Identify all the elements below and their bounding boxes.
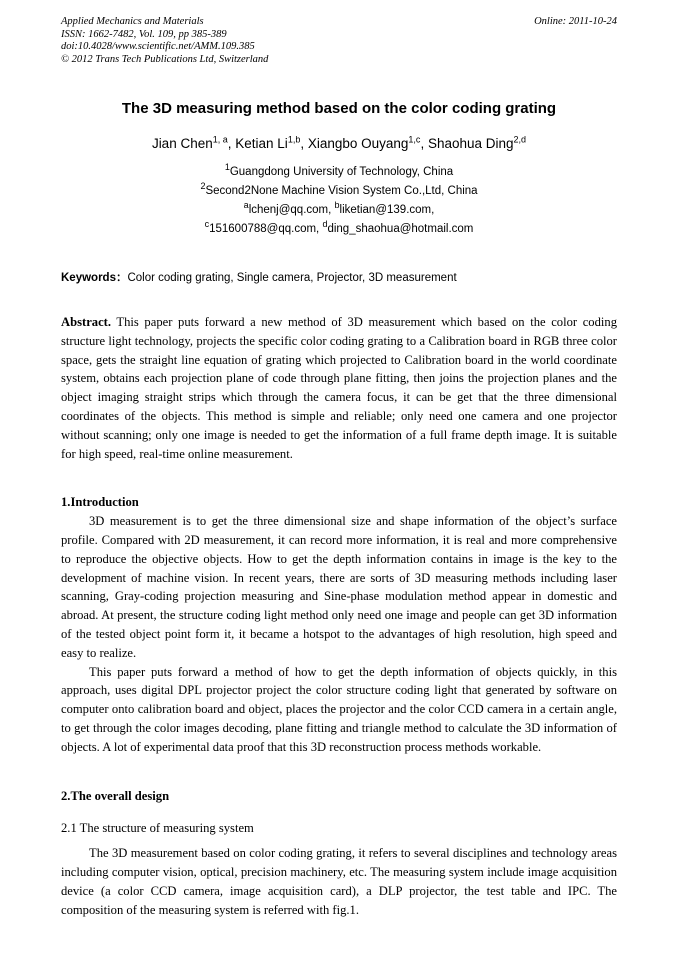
email-text: liketian@139.com, [339,204,435,216]
email-text: 151600788@qq.com, [209,223,323,235]
affiliation-line [61,182,617,201]
overall-design-paragraph-1: The 3D measurement based on color coding grating, it refers to several disciplines and technology areas including computer vision, optical, precision machinery, etc. The measuring system include image acquisition device (a color CCD camera, image acquisition card), a DLP projector, the test table and IPC. The composition of the measuring system is referred with fig.1. [61,846,617,917]
email-line [61,220,617,239]
section-heading-introduction: 1.Introduction [61,495,139,510]
author-superscript: 1,b [287,134,301,145]
author-superscript: 1, a [212,134,228,145]
email-superscript: d [322,219,328,230]
doi-line: doi:10.4028/www.scientific.net/AMM.109.385 [61,41,255,52]
online-date: Online: 2011-10-24 [534,16,617,27]
abstract-text: This paper puts forward a new method of 3D measurement which based on the color coding structure light technology, projects the specific color coding grating to a Calibration board in RGB three color space, gets the straight line equation of grating which projected to Calibration board in the world coordinate system, obtains each projection plane of code through plane fitting, then joins the projection planes and the object imaging straight strips which through the camera focus, it can be get that the three dimensional coordinates of the objects. This method is simple and reliable; only need one camera and one projector without scanning; only one image is needed to get the information of a full frame depth image. It is suitable for high speed, real-time online measurement. [61,315,617,461]
issn-line: ISSN: 1662-7482, Vol. 109, pp 385-389 [61,28,227,40]
email-superscript: c [204,219,210,230]
copyright-line: © 2012 Trans Tech Publications Ltd, Switzerland [61,53,269,65]
affiliation-text: Second2None Machine Vision System Co.,Ltd, China [205,185,478,197]
author-separator: , [420,136,428,151]
abstract-paragraph [61,313,617,463]
introduction-paragraph-2: This paper puts forward a method of how to get the depth information of objects quickly, in this approach, uses digital DPL projector project the color structure coding light that generated by software on computer onto calibration board and object, places the projector and the color CCD camera in a certain angle, to get through the color images decoding, plane fitting and triangle method to calculate the 3D information of objects. A lot of experimental data proof that this 3D reconstruction process methods workable. [61,664,617,754]
header-left-block [61,16,268,66]
section-heading-overall-design: 2.The overall design [61,788,170,803]
authors-line [61,136,617,151]
keywords-text: Color coding grating, Single camera, Projector, 3D measurement [127,272,457,284]
keywords-label: Keywords： [61,272,128,284]
author-separator: , [300,136,308,151]
affiliation-line [61,163,617,182]
affiliation-text: Guangdong University of Technology, China [229,166,454,178]
author-name: Shaohua Ding [427,136,514,151]
abstract-label: Abstract. [61,315,112,329]
author-name: Xiangbo Ouyang [307,136,409,151]
email-text: lchenj@qq.com, [248,204,335,216]
affiliation-superscript: 1 [224,162,230,173]
author-name: Ketian Li [235,136,288,151]
introduction-paragraph-1: 3D measurement is to get the three dimensional size and shape information of the object’s surface profile. Compared with 2D measurement, it can record more information, it is real and more comprehensive to reproduce the objective objects. How to get the depth information contains in image is the key to the development of machine vision. In recent years, there are sorts of 3D measuring methods including laser scanning, Gray-coding projection measuring and Sine-phase modulation method appear in domestic and abroad. At present, the structure coding light method only need one image and people can get 3D information of the tested object point form it, it became a hotspot to the advantages of high resolution, high speed and easy to realize. [61,514,617,660]
author-superscript: 2,d [513,134,527,145]
subsection-heading-structure: 2.1 The structure of measuring system [61,821,254,836]
email-line [61,201,617,220]
keywords-line [61,269,617,285]
paper-title: The 3D measuring method based on the color coding grating [121,100,557,117]
author-name: Jian Chen [151,136,213,151]
author-separator: , [227,136,236,151]
email-text: ding_shaohua@hotmail.com [327,223,474,235]
paper-header [61,16,617,66]
email-superscript: b [334,200,340,211]
author-superscript: 1,c [408,134,421,145]
email-superscript: a [243,200,249,211]
affiliation-superscript: 2 [200,181,206,192]
journal-title: Applied Mechanics and Materials [61,16,204,27]
